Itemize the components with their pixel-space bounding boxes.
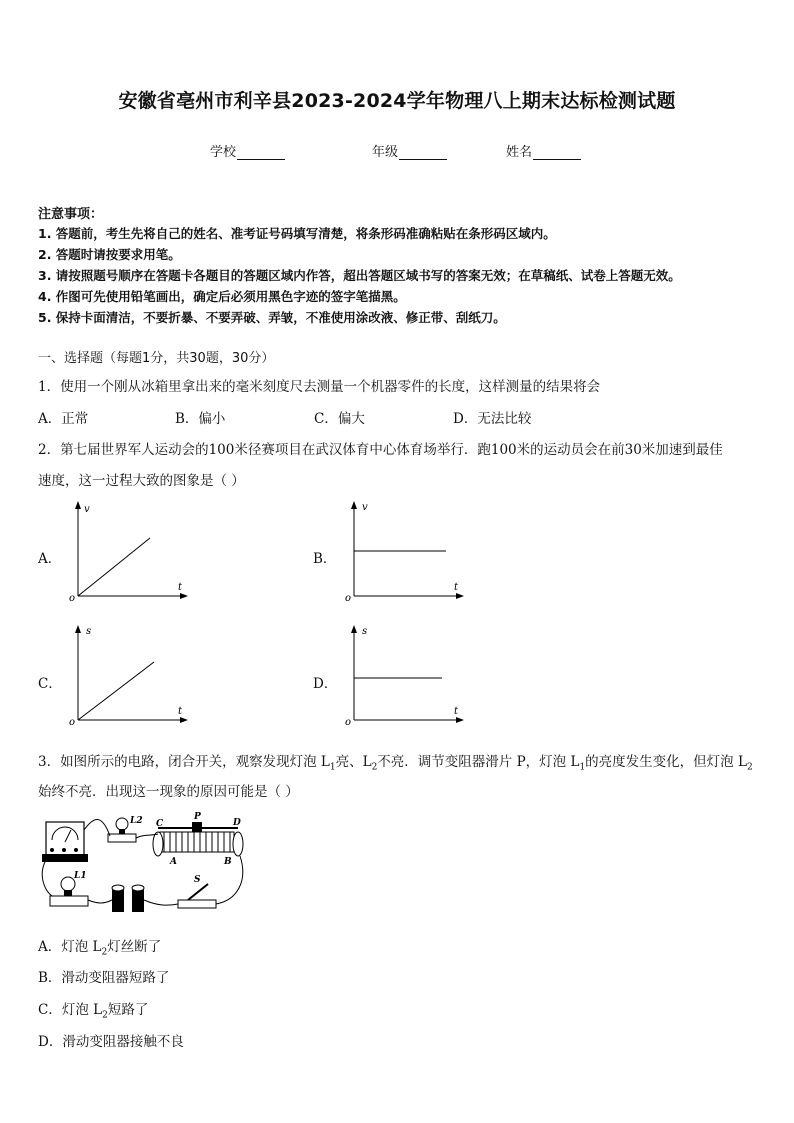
ammeter-icon (42, 822, 88, 862)
battery-icon (112, 885, 144, 912)
q3-stem-line1: 3．如图所示的电路，闭合开关，观察发现灯泡 $L_1$亮、$L_2$不亮．调节变阻器滑片 P，灯泡 $L_1$的亮度发生变化，但灯泡 $L_2$ (38, 754, 753, 773)
q2-graph-c-xaxis: t (178, 706, 183, 717)
label-a: A (170, 857, 177, 867)
q3-stem-line2: 始终不亮．出现这一现象的原因可能是（ ） (38, 784, 299, 800)
school-label: 学校 (210, 145, 237, 160)
q2-graph-a-yaxis: v (84, 504, 90, 515)
school-blank (237, 147, 285, 160)
q1-stem: 1．使用一个刚从冰箱里拿出来的毫米刻度尺去测量一个机器零件的长度，这样测量的结果将会 (38, 379, 601, 395)
q2-graph-b-yaxis: v (362, 502, 368, 513)
switch-icon (178, 884, 216, 908)
section-heading: 一、选择题（每题1分，共30题，30分） (38, 351, 275, 366)
q2-graph-d[interactable] (338, 622, 468, 728)
q2-option-b-label: B． (313, 551, 337, 567)
name-blank (533, 147, 581, 160)
q1-option-b: B．偏小 (175, 411, 226, 427)
label-l1: L1 (74, 871, 87, 881)
q2-graph-a-origin: o (69, 593, 76, 604)
q2-option-d-label: D． (313, 676, 338, 692)
label-l2: L2 (130, 816, 143, 826)
q2-graph-c[interactable] (62, 622, 192, 728)
q2-option-c-label: C． (38, 676, 62, 692)
q1-option-d: D．无法比较 (453, 411, 532, 427)
q2-graph-d-origin: o (345, 717, 352, 728)
note-item: 1. 答题前，考生先将自己的姓名、准考证号码填写清楚，将条形码准确粘贴在条形码区域内。 (38, 226, 556, 241)
q3-option-c: C．灯泡 $L_2$短路了 (38, 1002, 149, 1021)
q2-graph-a[interactable] (62, 498, 192, 604)
q1-option-a: A．正常 (38, 411, 89, 427)
note-item: 4. 作图可先使用铅笔画出，确定后必须用黑色字迹的签字笔描黑。 (38, 289, 406, 304)
note-item: 5. 保持卡面清洁，不要折暴、不要弄破、弄皱，不准使用涂改液、修正带、刮纸刀。 (38, 310, 506, 325)
q2-graph-c-origin: o (69, 717, 76, 728)
school-field (210, 141, 285, 160)
note-item: 3. 请按照题号顺序在答题卡各题目的答题区域内作答，超出答题区域书写的答案无效；在草稿纸、试卷上答题无效。 (38, 268, 681, 283)
q2-graph-d-xaxis: t (454, 706, 459, 717)
q2-stem-line1: 2．第七届世界军人运动会的100米径赛项目在武汉体育中心体育场举行．跑100米的运动员会在前30米加速到最佳 (38, 442, 723, 458)
label-d: D (233, 818, 241, 828)
q2-graph-d-yaxis: s (362, 626, 368, 637)
label-b: B (224, 857, 232, 867)
q2-stem-line2: 速度，这一过程大致的图象是（ ） (38, 473, 245, 489)
q1-option-c: C．偏大 (314, 411, 365, 427)
q2-graph-a-xaxis: t (178, 582, 183, 593)
grade-blank (399, 147, 447, 160)
label-s: S (194, 875, 201, 885)
q2-graph-b-origin: o (345, 593, 352, 604)
notes-heading: 注意事项： (38, 207, 104, 222)
q3-circuit-figure (38, 810, 258, 918)
q3-option-b: B．滑动变阻器短路了 (38, 970, 170, 986)
rheostat-icon (153, 822, 243, 856)
q2-option-a-label: A． (38, 551, 62, 567)
name-label: 姓名 (506, 145, 533, 160)
name-field (506, 141, 581, 160)
q3-option-a: A．灯泡 $L_2$灯丝断了 (38, 939, 162, 958)
q3-option-d: D．滑动变阻器接触不良 (38, 1034, 184, 1050)
grade-label: 年级 (372, 145, 399, 160)
label-p: P (194, 812, 201, 822)
grade-field (372, 141, 447, 160)
q2-graph-b[interactable] (338, 498, 468, 604)
note-item: 2. 答题时请按要求用笔。 (38, 247, 181, 262)
page-title: 安徽省亳州市利辛县2023-2024学年物理八上期末达标检测试题 (118, 90, 676, 112)
label-c: C (156, 819, 164, 829)
q2-graph-b-xaxis: t (454, 582, 459, 593)
q2-graph-c-yaxis: s (86, 626, 92, 637)
lamp-l1-icon (50, 877, 88, 906)
